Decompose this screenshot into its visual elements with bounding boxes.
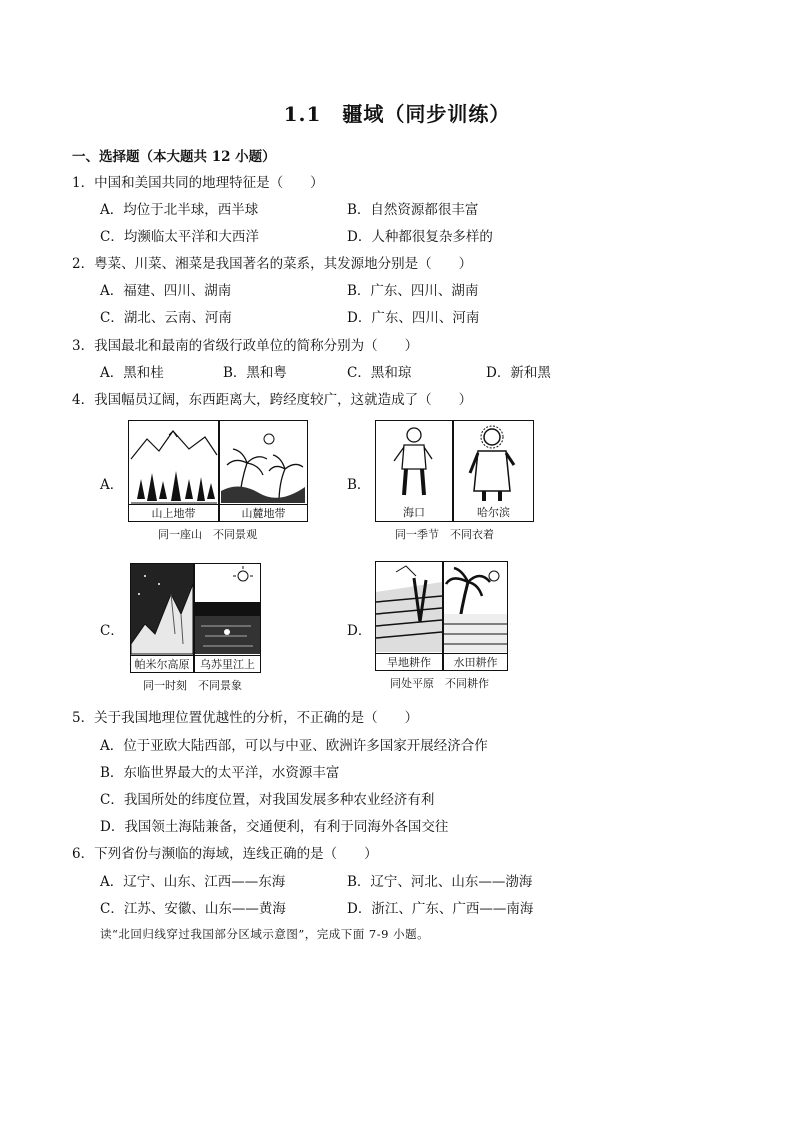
section-header: 一、选择题（本大题共 12 小题） [72, 149, 276, 165]
q4-d-label-right: 水田耕作 [444, 653, 507, 670]
q4-figure-d[interactable] [375, 561, 508, 671]
q4-option-a-letter[interactable]: A． [100, 477, 124, 493]
q4-option-c-letter[interactable]: C． [100, 623, 124, 639]
q4-figure-c[interactable] [130, 563, 261, 673]
q6-option-b[interactable]: B．辽宁、河北、山东——渤海 [347, 874, 533, 890]
q3-option-d[interactable]: D．新和黑 [486, 365, 551, 381]
q4-a-label-left: 山上地带 [129, 504, 218, 521]
q1-option-a[interactable]: A．均位于北半球，西半球 [100, 202, 259, 218]
q4-d-label-left: 旱地耕作 [376, 653, 442, 670]
q2-option-a[interactable]: A．福建、四川、湖南 [100, 283, 232, 299]
q4-a-label-right: 山麓地带 [220, 504, 307, 521]
q1-option-c[interactable]: C．均濒临太平洋和大西洋 [100, 229, 259, 245]
q4-figure-b[interactable] [375, 420, 534, 522]
q4-b-caption: 同一季节 不同衣着 [395, 528, 494, 541]
question-3-stem: 3．我国最北和最南的省级行政单位的简称分别为（ ） [72, 338, 419, 354]
q4-c-label-left: 帕米尔高原 [131, 655, 193, 672]
question-5-stem: 5．关于我国地理位置优越性的分析，不正确的是（ ） [72, 710, 419, 726]
q3-option-b[interactable]: B．黑和粤 [223, 365, 287, 381]
q4-a-caption: 同一座山 不同景观 [158, 528, 257, 541]
q3-option-a[interactable]: A．黑和桂 [100, 365, 164, 381]
q4-option-b-letter[interactable]: B． [347, 477, 371, 493]
reading-instruction: 读“北回归线穿过我国部分区域示意图”，完成下面 7-9 小题。 [100, 927, 430, 941]
q3-option-c[interactable]: C．黑和琼 [347, 365, 412, 381]
q6-option-c[interactable]: C．江苏、安徽、山东——黄海 [100, 901, 286, 917]
q4-c-caption: 同一时刻 不同景象 [143, 679, 242, 692]
question-1-stem: 1．中国和美国共同的地理特征是（ ） [72, 175, 324, 191]
q5-option-b[interactable]: B．东临世界最大的太平洋，水资源丰富 [100, 765, 340, 781]
q4-c-label-right: 乌苏里江上 [195, 655, 260, 672]
q6-option-d[interactable]: D．浙江、广东、广西——南海 [347, 901, 534, 917]
question-2-stem: 2．粤菜、川菜、湘菜是我国著名的菜系，其发源地分别是（ ） [72, 256, 473, 272]
q6-option-a[interactable]: A．辽宁、山东、江西——东海 [100, 874, 286, 890]
q5-option-a[interactable]: A．位于亚欧大陆西部，可以与中亚、欧洲许多国家开展经济合作 [100, 738, 488, 754]
q2-option-b[interactable]: B．广东、四川、湖南 [347, 283, 479, 299]
page-title: 1.1 疆域（同步训练） [283, 102, 511, 126]
q2-option-d[interactable]: D．广东、四川、河南 [347, 310, 480, 326]
q4-option-d-letter[interactable]: D． [347, 623, 372, 639]
question-6-stem: 6．下列省份与濒临的海域，连线正确的是（ ） [72, 846, 378, 862]
q4-b-label-right: 哈尔滨 [454, 504, 533, 520]
q1-option-d[interactable]: D．人种都很复杂多样的 [347, 229, 493, 245]
q4-figure-a[interactable] [128, 420, 308, 522]
q2-option-c[interactable]: C．湖北、云南、河南 [100, 310, 232, 326]
question-4-stem: 4．我国幅员辽阔，东西距离大，跨经度较广，这就造成了（ ） [72, 392, 473, 408]
q5-option-d[interactable]: D．我国领土海陆兼备，交通便利，有利于同海外各国交往 [100, 819, 449, 835]
q4-b-label-left: 海口 [376, 504, 452, 520]
q1-option-b[interactable]: B．自然资源都很丰富 [347, 202, 479, 218]
q4-d-caption: 同处平原 不同耕作 [390, 677, 489, 690]
q5-option-c[interactable]: C．我国所处的纬度位置，对我国发展多种农业经济有利 [100, 792, 435, 808]
